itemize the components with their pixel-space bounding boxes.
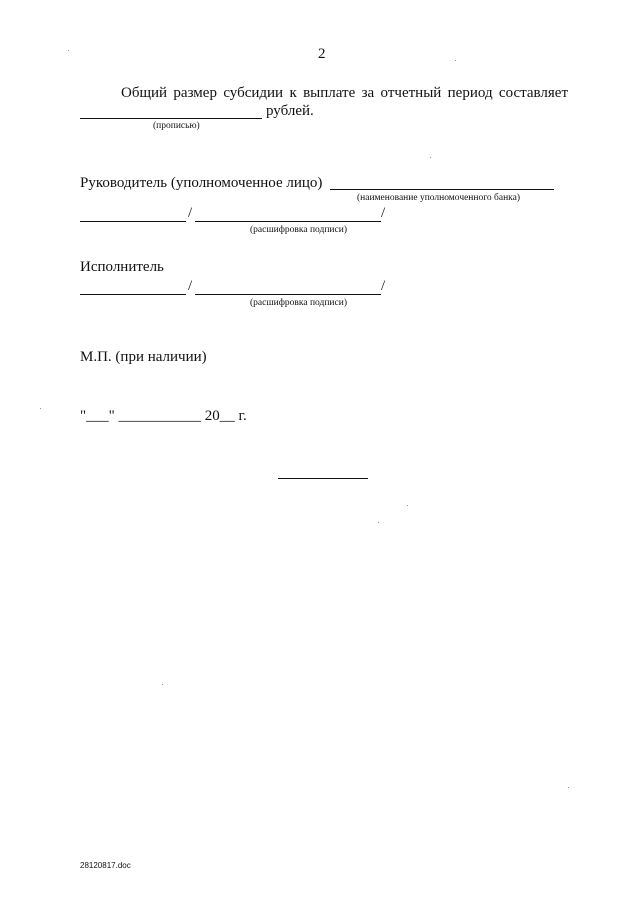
- in-words-caption: (прописью): [153, 121, 200, 131]
- amount-in-words-line: [80, 118, 262, 119]
- file-name: 28120817.doc: [80, 861, 131, 870]
- closing-separator: [278, 478, 368, 479]
- scan-speck: [407, 505, 408, 506]
- rubles-word: рублей.: [266, 103, 314, 119]
- executor-label: Исполнитель: [80, 259, 164, 275]
- subsidy-sentence: Общий размер субсидии к выплате за отчетный период составляет: [121, 85, 568, 101]
- scan-speck: [430, 157, 431, 158]
- head-signature-caption: (расшифровка подписи): [250, 225, 347, 235]
- page-number: 2: [318, 46, 326, 62]
- scan-speck: [455, 60, 456, 61]
- executor-signature-line: [80, 294, 186, 295]
- head-signature-line: [80, 221, 186, 222]
- scan-speck: [40, 408, 41, 409]
- head-slash-right: /: [381, 205, 386, 221]
- scan-speck: [162, 684, 163, 685]
- seal-label: М.П. (при наличии): [80, 349, 207, 365]
- head-slash-left: /: [188, 205, 193, 221]
- scan-speck: [568, 787, 569, 788]
- executor-signature-caption: (расшифровка подписи): [250, 298, 347, 308]
- executor-slash-right: /: [381, 278, 386, 294]
- date-line: "___" ___________ 20__ г.: [80, 408, 247, 424]
- bank-caption: (наименование уполномоченного банка): [357, 193, 520, 203]
- head-name-line: [195, 221, 381, 222]
- executor-slash-left: /: [188, 278, 193, 294]
- scan-speck: [378, 522, 379, 523]
- head-label: Руководитель (уполномоченное лицо): [80, 175, 323, 191]
- executor-name-line: [195, 294, 381, 295]
- scan-speck: [68, 50, 69, 51]
- bank-name-line: [330, 189, 554, 190]
